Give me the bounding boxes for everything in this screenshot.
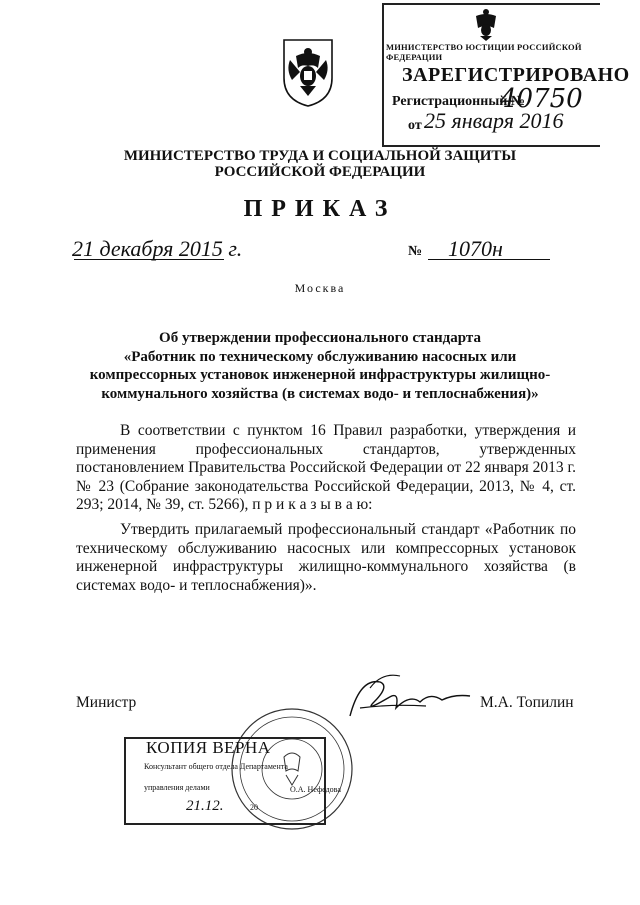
coat-of-arms-icon [280, 38, 336, 108]
signatory-name: М.А. Топилин [480, 694, 574, 711]
registration-number-value: 40750 [500, 84, 583, 114]
registration-ministry: МИНИСТЕРСТВО ЮСТИЦИИ РОССИЙСКОЙ ФЕДЕРАЦИИ [386, 42, 582, 62]
copy-stamp-name: О.А. Нефедова [290, 785, 341, 794]
ministry-line-1: МИНИСТЕРСТВО ТРУДА И СОЦИАЛЬНОЙ ЗАЩИТЫ [123, 148, 517, 164]
ministry-line-2: РОССИЙСКОЙ ФЕДЕРАЦИИ [214, 164, 426, 180]
stamp-emblem-icon [470, 6, 502, 42]
copy-stamp-position: Консультант общего отдела Департамента [144, 762, 288, 771]
copy-stamp-title: КОПИЯ ВЕРНА [146, 738, 271, 757]
number-sign: № [408, 244, 423, 259]
registration-title: ЗАРЕГИСТРИРОВАНО [402, 64, 630, 86]
subject-line-3: компрессорных установок инженерной инфраструктуры жилищно- [89, 367, 551, 383]
order-date: 21 декабря 2015 г. [72, 236, 243, 261]
number-underline [428, 259, 550, 260]
city: Москва [294, 281, 346, 295]
copy-stamp-year: 20 [250, 803, 258, 812]
registration-date-label: от [408, 118, 422, 133]
document-title: ПРИКАЗ [243, 196, 397, 222]
date-underline [74, 259, 224, 260]
registration-number-label: Регистрационный № [392, 94, 525, 109]
copy-stamp-department: управления делами [144, 783, 210, 792]
order-subject [60, 329, 580, 403]
ministry-name [0, 148, 640, 180]
subject-line-4: коммунального хозяйства (в системах водо- и теплоснабжения)» [101, 385, 539, 402]
body-paragraph-2: Утвердить прилагаемый профессиональный стандарт «Работник по техническому обслуживанию насосных или компрессорных установок инженерной инфраструктуры жилищно-коммунального хозяйства (в системах водо- и теплоснабжения)». [76, 521, 576, 594]
signatory-position: Министр [76, 694, 137, 711]
registration-date-value: 25 января 2016 [424, 108, 564, 133]
order-number: 1070н [448, 236, 503, 261]
subject-line-2: «Работник по техническому обслуживанию насосных или [123, 348, 517, 365]
copy-stamp-date: 21.12. [186, 798, 224, 814]
subject-line-1: Об утверждении профессионального стандарта [159, 330, 481, 346]
body-paragraph-1: В соответствии с пунктом 16 Правил разработки, утверждения и применения профессиональных стандартов, утвержденных постановлением Правительства Российской Федерации от 22 января 2013 г. № 23 (Собрание законодательства Российской Федерации, 2013, № 4, ст. 293; 2014, № 39, ст. 5266), п р и к а з ы в а ю: [76, 422, 576, 513]
